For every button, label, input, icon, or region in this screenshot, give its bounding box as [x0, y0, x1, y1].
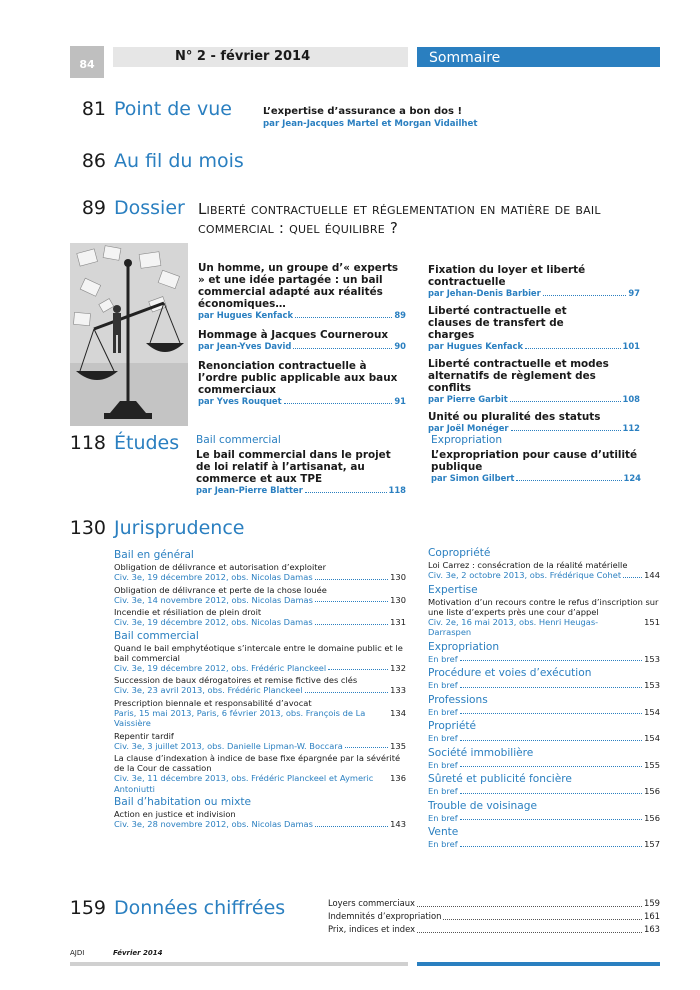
item-page: 163 — [644, 924, 660, 934]
footer-journal: AJDI — [70, 949, 85, 957]
case-page: 156 — [644, 812, 660, 823]
rubric-group — [428, 747, 660, 771]
section-jurisprudence[interactable] — [69, 517, 245, 545]
entry-author-line — [428, 423, 640, 434]
dossier-entry[interactable] — [198, 262, 406, 321]
case-ref: Civ. 3e, 3 juillet 2013, obs. Danielle Lipman-W. Boccara — [114, 740, 343, 751]
rubric-label: Bail commercial — [114, 629, 199, 642]
entry-title: Fixation du loyer et liberté contractuelle — [428, 264, 586, 288]
case-ref: Paris, 15 mai 2013, Paris, 6 février 2013, obs. François de La Vaissière — [114, 707, 366, 728]
case-entry[interactable] — [114, 753, 406, 794]
case-ref-line — [114, 773, 406, 794]
rubric-label: Copropriété — [428, 547, 491, 559]
dossier-right-column — [428, 264, 640, 434]
case-ref-line — [114, 741, 406, 752]
case-entry[interactable] — [428, 560, 660, 581]
case-title: Repentir tardif — [114, 730, 174, 741]
entry-page: 97 — [628, 288, 640, 298]
case-entry[interactable] — [114, 675, 406, 696]
section-page: 86 — [81, 150, 106, 172]
section-page: 159 — [69, 897, 106, 919]
entry-author-line — [428, 341, 640, 352]
section-page: 130 — [69, 517, 106, 539]
case-entry[interactable] — [428, 680, 660, 691]
section-point-de-vue[interactable] — [81, 98, 232, 126]
donnees-item[interactable] — [328, 897, 660, 910]
dossier-entry[interactable] — [428, 411, 640, 434]
entry-title: Hommage à Jacques Courneroux — [198, 329, 389, 341]
entry-page: 124 — [623, 473, 641, 483]
entry-page: 91 — [394, 396, 406, 406]
case-ref-line — [114, 708, 406, 729]
case-ref-line — [114, 572, 406, 583]
donnees-list — [328, 897, 660, 936]
item-page: 161 — [644, 911, 660, 921]
item-label: Indemnités d’expropriation — [328, 911, 442, 921]
case-page: 153 — [644, 680, 660, 690]
entry-title: Unité ou pluralité des statuts — [428, 411, 601, 423]
case-ref: En bref — [428, 812, 458, 823]
case-page: 153 — [644, 653, 660, 664]
rubric-group — [114, 549, 406, 628]
case-entry[interactable] — [114, 562, 406, 583]
donnees-item[interactable] — [328, 923, 660, 936]
section-donnees-chiffrees[interactable] — [69, 897, 286, 925]
case-page: 135 — [390, 740, 406, 751]
case-title: Succession de baux dérogatoires et remise fictive des clés — [114, 675, 358, 685]
section-au-fil-du-mois[interactable] — [81, 150, 244, 178]
entry-author-line — [428, 394, 640, 405]
case-ref-line — [114, 617, 406, 628]
entry-author: par Yves Rouquet — [198, 396, 282, 406]
case-ref: Civ. 3e, 14 novembre 2012, obs. Nicolas Damas — [114, 594, 313, 605]
entry-page: 108 — [622, 394, 640, 404]
dossier-entry[interactable] — [198, 360, 406, 407]
rubric-label: Bail en général — [114, 549, 194, 561]
case-entry[interactable] — [428, 733, 660, 744]
case-ref-line — [428, 707, 660, 718]
section-page: 89 — [81, 197, 106, 219]
rubric-label: Trouble de voisinage — [428, 799, 537, 812]
rubric-label: Sûreté et publicité foncière — [428, 773, 572, 785]
case-entry[interactable] — [428, 760, 660, 771]
case-page: 130 — [390, 594, 406, 605]
case-ref: Civ. 3e, 23 avril 2013, obs. Frédéric Planckeel — [114, 685, 303, 695]
case-page: 134 — [390, 707, 406, 718]
case-ref: En bref — [428, 733, 458, 743]
dossier-entry[interactable] — [428, 264, 640, 299]
case-ref-line — [114, 595, 406, 606]
entry-page: 101 — [622, 341, 640, 351]
case-title: Quand le bail emphytéotique s’intercale entre le domaine public et le bail commercial — [114, 642, 403, 663]
entry-title: Le bail commercial dans le projet de loi relatif à l’artisanat, au commerce et aux TPE — [196, 449, 391, 485]
case-ref: Civ. 3e, 19 décembre 2012, obs. Nicolas Damas — [114, 617, 313, 627]
rubric-group — [428, 584, 660, 638]
case-page: 144 — [644, 570, 660, 580]
entry-page: 112 — [622, 423, 640, 433]
case-page: 132 — [390, 662, 406, 673]
case-title: Prescription biennale et responsabilité d’avocat — [114, 697, 312, 708]
dossier-entry[interactable] — [428, 305, 640, 352]
case-ref-line — [428, 786, 660, 797]
etudes-right[interactable] — [431, 434, 641, 484]
case-ref: En bref — [428, 759, 458, 770]
rubric-label: Expropriation — [431, 434, 503, 446]
rubric-group — [428, 826, 660, 850]
case-page: 130 — [390, 572, 406, 582]
section-title: Sommaire — [417, 47, 660, 67]
entry-author-line — [198, 310, 406, 321]
entry-page: 90 — [394, 341, 406, 351]
section-name: Jurisprudence — [114, 517, 245, 539]
case-entry[interactable] — [428, 707, 660, 718]
dossier-left-column — [198, 262, 406, 407]
case-title: Motivation d’un recours contre le refus d’inscription sur une liste d’experts près une cour d’appel — [428, 596, 659, 617]
rubric-group — [428, 694, 660, 718]
case-ref-line — [114, 663, 406, 674]
case-ref: Civ. 3e, 28 novembre 2012, obs. Nicolas Damas — [114, 819, 313, 829]
case-ref-line — [428, 760, 660, 771]
case-page: 136 — [390, 773, 406, 783]
case-ref: En bref — [428, 706, 458, 717]
entry-author-line — [198, 396, 406, 407]
case-ref-line — [428, 733, 660, 744]
section-name: Données chiffrées — [114, 897, 286, 919]
rubric-label: Expropriation — [428, 640, 500, 653]
rubric-group — [114, 796, 406, 830]
case-entry[interactable] — [428, 839, 660, 850]
case-page: 143 — [390, 819, 406, 829]
donnees-item[interactable] — [328, 910, 660, 923]
rubric-label: Propriété — [428, 720, 477, 732]
entry-author: par Hugues Kenfack — [198, 310, 294, 320]
entry-author: par Simon Gilbert — [431, 473, 515, 483]
article-author: par Jean-Jacques Martel et Morgan Vidailhet — [263, 119, 478, 129]
rubric-label: Vente — [428, 826, 459, 838]
section-name: Au fil du mois — [114, 150, 244, 172]
case-ref: Civ. 2e, 16 mai 2013, obs. Henri Heugas-Darraspen — [428, 616, 599, 637]
entry-title: Liberté contractuelle et clauses de transfert de charges — [428, 305, 567, 341]
case-ref-line — [428, 570, 660, 581]
entry-author: par Jean-Yves David — [198, 341, 292, 351]
case-title: Loi Carrez : consécration de la réalité matérielle — [428, 560, 628, 570]
case-ref-line — [428, 654, 660, 665]
item-label: Loyers commerciaux — [328, 898, 416, 908]
etudes-left[interactable] — [196, 434, 406, 496]
case-ref: Civ. 3e, 11 décembre 2013, obs. Frédéric Planckeel et Aymeric Antoniutti — [114, 773, 374, 794]
case-ref: En bref — [428, 653, 458, 664]
case-ref: Civ. 3e, 19 décembre 2012, obs. Nicolas Damas — [114, 572, 313, 582]
entry-author: par Joël Monéger — [428, 423, 509, 433]
footer-date: Février 2014 — [113, 949, 163, 957]
entry-title: L’expropriation pour cause d’utilité publique — [431, 449, 638, 473]
article-title[interactable]: L’expertise d’assurance a bon dos ! — [263, 106, 462, 117]
case-ref: Civ. 3e, 2 octobre 2013, obs. Frédérique Cohet — [428, 570, 622, 580]
section-name: Point de vue — [114, 98, 232, 120]
item-page: 159 — [644, 898, 660, 908]
rubric-label: Société immobilière — [428, 746, 534, 759]
page-number: 84 — [70, 46, 104, 78]
rubric-group — [428, 667, 660, 691]
section-name: Dossier — [114, 197, 185, 219]
rubric-group — [114, 630, 406, 795]
case-ref-line — [428, 813, 660, 824]
footer-bar-left — [70, 962, 408, 966]
case-title: Action en justice et indivision — [114, 809, 236, 819]
section-page: 81 — [81, 98, 106, 120]
case-title: Obligation de délivrance et perte de la chose louée — [114, 584, 327, 595]
dossier-title: Liberté contractuelle et réglementation en matière de bail commercial : quel équilibre ? — [198, 200, 601, 237]
case-entry[interactable] — [428, 654, 660, 665]
rubric-group — [428, 720, 660, 744]
case-entry[interactable] — [114, 643, 406, 674]
entry-author-line — [431, 473, 641, 484]
case-page: 156 — [644, 786, 660, 796]
issue-label: N° 2 - février 2014 — [113, 47, 408, 67]
rubric-label: Professions — [428, 693, 488, 706]
case-entry[interactable] — [114, 698, 406, 729]
footer-bar-right — [417, 962, 660, 966]
rubric-group — [428, 547, 660, 581]
case-entry[interactable] — [114, 607, 406, 628]
section-name: Études — [114, 432, 180, 454]
case-title: La clause d’indexation à indice de base fixe épargnée par la sévérité de la Cour de cassation — [114, 753, 401, 773]
case-entry[interactable] — [114, 731, 406, 752]
case-page: 155 — [644, 759, 660, 770]
case-ref-line — [114, 819, 406, 830]
case-entry[interactable] — [114, 809, 406, 830]
rubric-label: Bail d’habitation ou mixte — [114, 796, 252, 808]
case-entry[interactable] — [114, 585, 406, 606]
entry-author-line — [196, 485, 406, 496]
entry-title: Un homme, un groupe d’« experts » et une idée partagée : un bail commercial adapté aux réalités économiques… — [198, 262, 399, 310]
dossier-entry[interactable] — [428, 358, 640, 405]
entry-title: Liberté contractuelle et modes alternatifs de règlement des conflits — [428, 358, 609, 394]
rubric-group — [428, 641, 660, 665]
entry-author: par Pierre Garbit — [428, 394, 508, 404]
case-page: 131 — [390, 617, 406, 627]
rubric-label: Procédure et voies d’exécution — [428, 667, 592, 679]
case-entry[interactable] — [428, 813, 660, 824]
case-page: 133 — [390, 685, 406, 695]
case-ref-line — [114, 685, 406, 696]
rubric-group — [428, 773, 660, 797]
rubric-group — [428, 800, 660, 824]
entry-author: par Jean-Pierre Blatter — [196, 485, 303, 495]
case-title: Obligation de délivrance et autorisation d’exploiter — [114, 562, 327, 572]
entry-page: 118 — [388, 485, 406, 495]
case-ref-line — [428, 839, 660, 850]
case-ref: Civ. 3e, 19 décembre 2012, obs. Frédéric Planckeel — [114, 662, 327, 673]
case-ref: En bref — [428, 680, 458, 690]
case-entry[interactable] — [428, 786, 660, 797]
rubric-label: Bail commercial — [196, 434, 281, 446]
entry-author-line — [428, 288, 640, 299]
case-page: 157 — [644, 839, 660, 849]
item-label: Prix, indices et index — [328, 924, 416, 934]
case-page: 151 — [644, 616, 660, 627]
entry-title: Renonciation contractuelle à l’ordre public applicable aux baux commerciaux — [198, 360, 398, 396]
section-etudes[interactable] — [69, 432, 180, 460]
section-dossier[interactable] — [81, 197, 185, 225]
case-title: Incendie et résiliation de plein droit — [114, 607, 262, 617]
scales-of-justice-illustration — [70, 243, 188, 426]
case-page: 154 — [644, 706, 660, 717]
jurisprudence-left-column — [114, 549, 406, 832]
entry-author-line — [198, 341, 406, 352]
case-page: 154 — [644, 733, 660, 743]
entry-author: par Jehan-Denis Barbier — [428, 288, 541, 298]
rubric-label: Expertise — [428, 583, 478, 596]
case-ref: En bref — [428, 839, 458, 849]
case-ref: En bref — [428, 786, 458, 796]
jurisprudence-right-column — [428, 547, 660, 853]
case-ref-line — [428, 680, 660, 691]
case-entry[interactable] — [428, 597, 660, 638]
dossier-entry[interactable] — [198, 329, 406, 352]
section-page: 118 — [69, 432, 106, 454]
entry-page: 89 — [394, 310, 406, 320]
entry-author: par Hugues Kenfack — [428, 341, 524, 351]
case-ref-line — [428, 617, 660, 638]
